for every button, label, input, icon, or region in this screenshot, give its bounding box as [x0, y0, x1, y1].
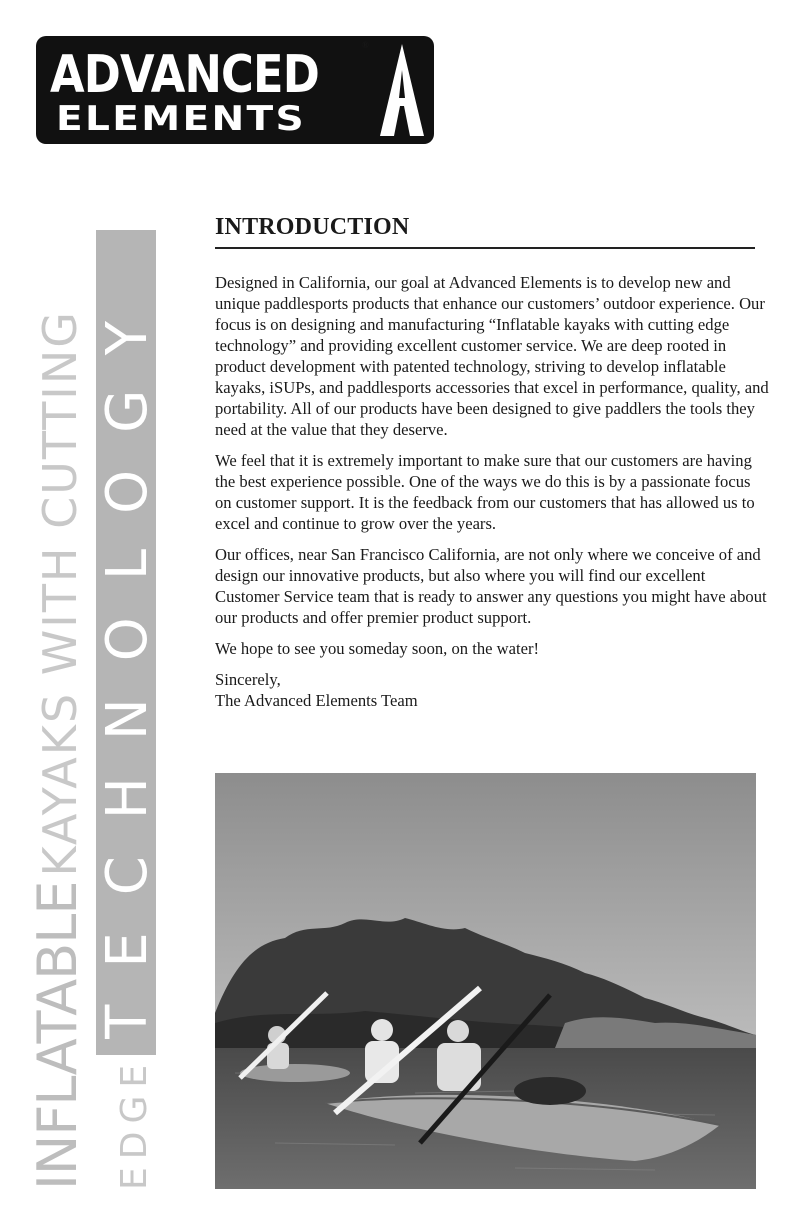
intro-paragraph-2: We feel that it is extremely important to make sure that our customers are having the best experience possible. One of the ways we do this is by a passionate focus on customer support. It is the feedback from our customers that has allowed us to excel and continue to grow over the years.	[215, 451, 755, 533]
slogan-edge: EDGE	[114, 1056, 155, 1190]
signature-line: The Advanced Elements Team	[215, 691, 418, 710]
logo-line-advanced: ADVANCED	[50, 45, 319, 105]
brand-logo	[36, 36, 434, 144]
logo-a-mark-icon	[376, 40, 428, 140]
intro-paragraph-1: Designed in California, our goal at Advanced Elements is to develop new and unique paddlesports products that enhance our customers’ outdoor experience. Our focus is on designing and manufacturing “Inflatable kayaks with cutting edge technology” and providing excellent customer service. We are deep rooted in product development with patented technology, striving to develop inflatable kayaks, iSUPs, and paddlesports accessories that excel in performance, quality, and portability. All of our products have been designed to give paddlers the tools they need at the value that they deserve.	[215, 273, 769, 439]
intro-paragraph-3: Our offices, near San Francisco California, are not only where we conceive of and design our innovative products, but also where you will find our excellent Customer Service team that is ready to answer any questions you might have about our products and offer premier product support.	[215, 545, 767, 627]
intro-body	[215, 272, 771, 711]
slogan-technology: TECHNOLOGY	[95, 284, 160, 1039]
kayak-photo	[215, 773, 756, 1189]
section-heading: INTRODUCTION	[215, 214, 410, 240]
closing-line: Sincerely,	[215, 670, 281, 689]
slogan-kayaks-with-cutting: KAYAKS WITH CUTTING	[33, 310, 87, 877]
sidebar-slogan-line2	[95, 210, 160, 1190]
logo-line-elements: ELEMENTS	[56, 99, 306, 139]
sidebar-slogan-line1	[26, 220, 89, 1190]
registered-mark: ®	[362, 40, 369, 50]
intro-paragraph-4: We hope to see you someday soon, on the water!	[215, 639, 539, 658]
heading-rule	[215, 247, 755, 249]
slogan-inflatable: INFLATABLE	[26, 881, 89, 1190]
logo-wordmark	[46, 45, 376, 139]
